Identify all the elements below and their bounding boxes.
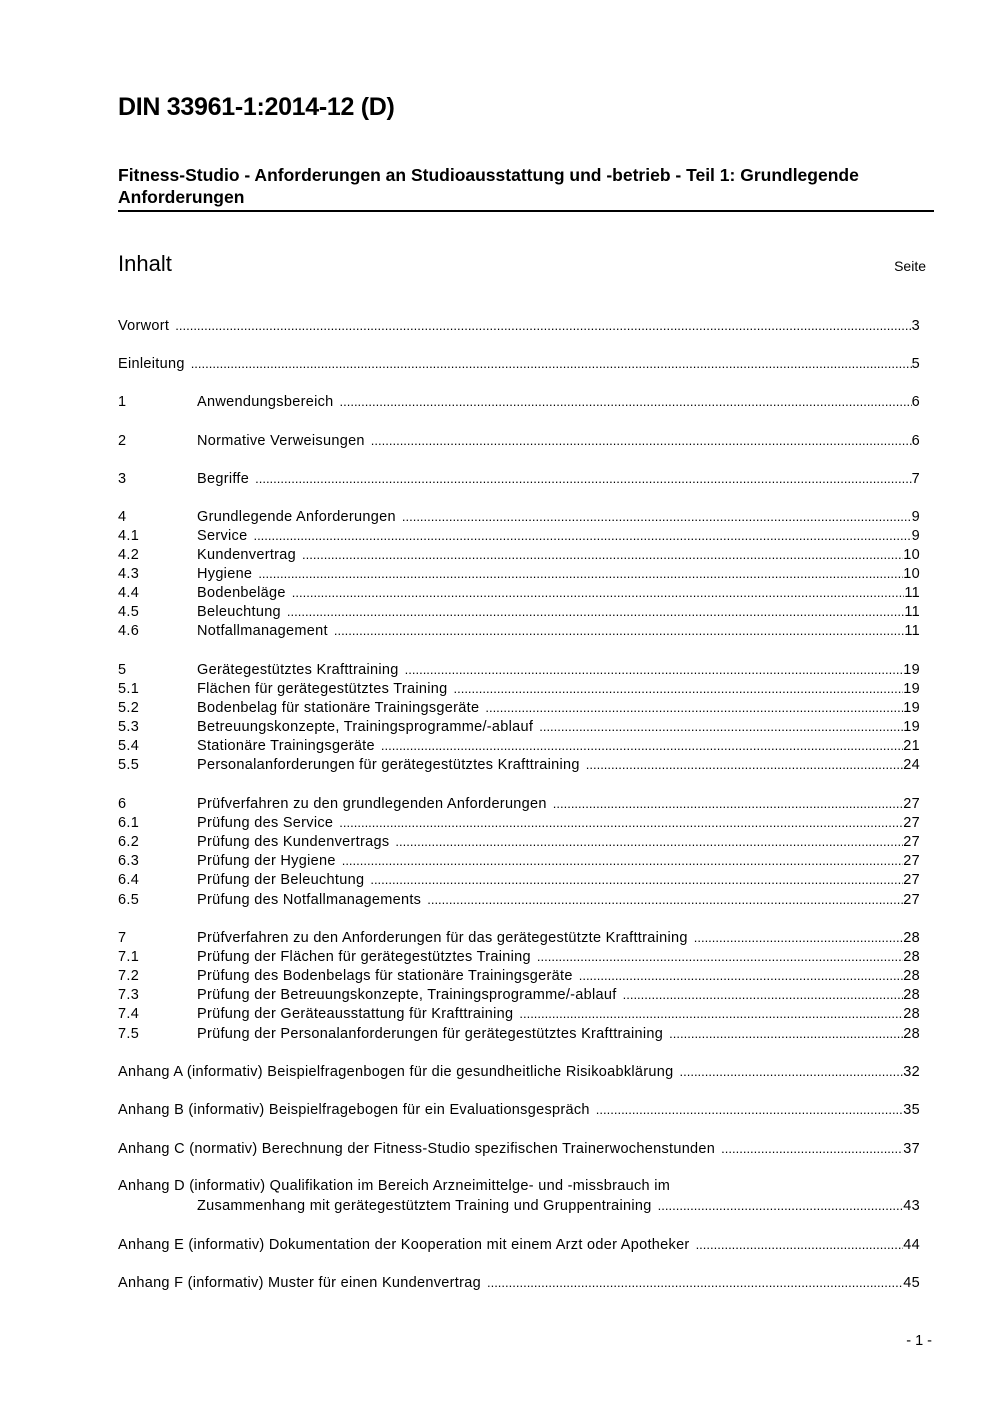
toc-entry-page: 32 <box>903 1064 920 1080</box>
toc-entry-7-1[interactable] <box>118 947 920 966</box>
toc-entry-number: 7.2 <box>118 968 140 984</box>
toc-entry-number: 5.1 <box>118 681 140 697</box>
toc-entry-number: 2 <box>118 433 127 449</box>
toc-entry-7-2[interactable] <box>118 966 920 985</box>
toc-entry-number: 5.2 <box>118 700 140 716</box>
toc-entry-title: Zusammenhang mit gerätegestütztem Training und Gruppentraining <box>197 1198 652 1214</box>
toc-entry-5-3[interactable] <box>118 717 920 736</box>
toc-entry-page: 6 <box>911 394 920 410</box>
toc-entry-page: 24 <box>903 757 920 773</box>
toc-entry-number: 7.5 <box>118 1026 140 1042</box>
toc-entry-page: 27 <box>903 892 920 908</box>
toc-entry-4-5[interactable] <box>118 602 920 621</box>
toc-entry-4-1[interactable] <box>118 526 920 545</box>
toc-entry-title: Bodenbeläge <box>197 585 286 601</box>
toc-entry-number: 5.4 <box>118 738 140 754</box>
toc-entry-title: Anwendungsbereich <box>197 394 334 410</box>
toc-entry-page: 11 <box>904 623 920 639</box>
toc-entry-title: Prüfung der Beleuchtung <box>197 872 365 888</box>
toc-entry-title: Beleuchtung <box>197 604 281 620</box>
toc-entry-5[interactable] <box>118 660 920 679</box>
toc-entry-5-5[interactable] <box>118 755 920 774</box>
toc-entry-number: 4.3 <box>118 566 140 582</box>
toc-entry-6-3[interactable] <box>118 851 920 870</box>
toc-entry-number: 6.4 <box>118 872 140 888</box>
toc-entry-title: Prüfung des Service <box>197 815 334 831</box>
toc-entry-number: 4.6 <box>118 623 140 639</box>
toc-entry-page: 19 <box>903 681 920 697</box>
toc-entry-number: 4.5 <box>118 604 140 620</box>
toc-entry-page: 28 <box>903 949 920 965</box>
toc-entry-page: 27 <box>903 872 920 888</box>
toc-entry-title: Anhang C (normativ) Berechnung der Fitness-Studio spezifischen Trainerwochenstunden <box>118 1141 716 1157</box>
toc-entry-number: 1 <box>118 394 127 410</box>
toc-entry-number: 5.3 <box>118 719 140 735</box>
document-id: DIN 33961-1:2014-12 (D) <box>118 93 395 121</box>
toc-entry-title: Anhang B (informativ) Beispielfragebogen für ein Evaluationsgespräch <box>118 1102 590 1118</box>
toc-entry-title: Prüfung der Hygiene <box>197 853 336 869</box>
toc-entry-7-3[interactable] <box>118 985 920 1004</box>
toc-entry-page: 11 <box>904 604 920 620</box>
toc-entry-number: 7.1 <box>118 949 140 965</box>
toc-entry-3[interactable] <box>118 469 920 488</box>
toc-entry-title: Hygiene <box>197 566 253 582</box>
toc-entry-5-4[interactable] <box>118 736 920 755</box>
toc-entry-4-3[interactable] <box>118 564 920 583</box>
toc-entry-6-4[interactable] <box>118 870 920 889</box>
toc-entry-title: Begriffe <box>197 471 250 487</box>
toc-entry-5-2[interactable] <box>118 698 920 717</box>
toc-entry-page: 27 <box>903 853 920 869</box>
toc-entry-6-5[interactable] <box>118 890 920 909</box>
toc-entry-4[interactable] <box>118 507 920 526</box>
toc-entry-page: 37 <box>903 1141 920 1157</box>
toc-entry-title: Personalanforderungen für gerätegestütztes Krafttraining <box>197 757 580 773</box>
toc-entry-title: Gerätegestütztes Krafttraining <box>197 662 399 678</box>
toc-entry-page: 27 <box>903 834 920 850</box>
toc-entry-6-2[interactable] <box>118 832 920 851</box>
toc-entry-title: Prüfung des Kundenvertrags <box>197 834 390 850</box>
table-of-contents <box>118 0 920 1403</box>
toc-entry-title: Anhang A (informativ) Beispielfragenbogen für die gesundheitliche Risikoabklärung <box>118 1064 674 1080</box>
toc-entry-title: Prüfung der Personalanforderungen für gerätegestütztes Krafttraining <box>197 1026 664 1042</box>
toc-entry-page: 28 <box>903 1006 920 1022</box>
toc-entry-title: Kundenvertrag <box>197 547 297 563</box>
toc-entry-page: 44 <box>903 1237 920 1253</box>
toc-entry-page: 43 <box>903 1198 920 1214</box>
toc-entry-page: 5 <box>911 356 920 372</box>
toc-entry-number: 6.2 <box>118 834 140 850</box>
toc-entry-title: Normative Verweisungen <box>197 433 365 449</box>
toc-entry-title: Notfallmanagement <box>197 623 328 639</box>
toc-entry-7-5[interactable] <box>118 1024 920 1043</box>
document-title: Fitness-Studio - Anforderungen an Studioausstattung und -betrieb - Teil 1: Grundlegende Anforderungen <box>118 165 859 207</box>
toc-entry-anhang-a[interactable] <box>118 1062 920 1081</box>
toc-entry-number: 5.5 <box>118 757 140 773</box>
toc-entry-6-1[interactable] <box>118 813 920 832</box>
toc-entry-title: Vorwort <box>118 318 170 334</box>
toc-entry-title: Prüfverfahren zu den Anforderungen für das gerätegestützte Krafttraining <box>197 930 688 946</box>
toc-entry-anhang-f[interactable] <box>118 1273 920 1292</box>
toc-entry-page: 28 <box>903 968 920 984</box>
toc-entry-page: 27 <box>903 815 920 831</box>
toc-entry-4-4[interactable] <box>118 583 920 602</box>
toc-entry-1[interactable] <box>118 392 920 411</box>
toc-entry-title: Prüfung der Flächen für gerätegestütztes Training <box>197 949 531 965</box>
toc-entry-page: 28 <box>903 1026 920 1042</box>
toc-entry-title: Prüfung des Notfallmanagements <box>197 892 422 908</box>
toc-entry-2[interactable] <box>118 431 920 450</box>
toc-entry-title: Service <box>197 528 248 544</box>
toc-entry-number: 4 <box>118 509 127 525</box>
toc-entry-number: 7 <box>118 930 127 946</box>
toc-entry-title: Prüfung des Bodenbelags für stationäre Trainingsgeräte <box>197 968 573 984</box>
toc-entry-5-1[interactable] <box>118 679 920 698</box>
toc-entry-title: Anhang E (informativ) Dokumentation der Kooperation mit einem Arzt oder Apotheker <box>118 1237 690 1253</box>
toc-entry-einleitung[interactable] <box>118 354 920 373</box>
toc-entry-number: 4.2 <box>118 547 140 563</box>
toc-entry-title: Flächen für gerätegestütztes Training <box>197 681 448 697</box>
toc-entry-page: 35 <box>903 1102 920 1118</box>
toc-entry-page: 9 <box>911 509 920 525</box>
toc-entry-title: Prüfverfahren zu den grundlegenden Anforderungen <box>197 796 547 812</box>
toc-entry-7-4[interactable] <box>118 1004 920 1023</box>
toc-entry-7[interactable] <box>118 928 920 947</box>
toc-entry-anhang-c[interactable] <box>118 1139 920 1158</box>
toc-entry-number: 4.4 <box>118 585 140 601</box>
toc-entry-anhang-b[interactable] <box>118 1100 920 1119</box>
toc-entry-page: 7 <box>911 471 920 487</box>
toc-entry-number: 5 <box>118 662 127 678</box>
toc-entry-title: Betreuungskonzepte, Trainingsprogramme/-ablauf <box>197 719 534 735</box>
toc-entry-number: 7.3 <box>118 987 140 1003</box>
toc-entry-vorwort[interactable] <box>118 316 920 335</box>
toc-entry-title: Bodenbelag für stationäre Trainingsgeräte <box>197 700 480 716</box>
toc-entry-number: 7.4 <box>118 1006 140 1022</box>
toc-entry-number: 3 <box>118 471 127 487</box>
toc-entry-page: 11 <box>904 585 920 601</box>
toc-entry-page: 6 <box>911 433 920 449</box>
toc-page-column-heading: Seite <box>894 258 926 274</box>
toc-entry-6[interactable] <box>118 794 920 813</box>
toc-entry-title: Prüfung der Geräteausstattung für Krafttraining <box>197 1006 514 1022</box>
toc-entry-page: 10 <box>903 566 920 582</box>
toc-entry-page: 27 <box>903 796 920 812</box>
toc-entry-4-2[interactable] <box>118 545 920 564</box>
toc-entry-anhang-e[interactable] <box>118 1235 920 1254</box>
page-number: - 1 - <box>906 1333 932 1349</box>
toc-entry-page: 28 <box>903 930 920 946</box>
toc-entry-number: 4.1 <box>118 528 140 544</box>
toc-entry-number: 6.5 <box>118 892 140 908</box>
toc-entry-page: 45 <box>903 1275 920 1291</box>
toc-entry-number: 6.1 <box>118 815 140 831</box>
toc-entry-page: 10 <box>903 547 920 563</box>
toc-entry-page: 19 <box>903 719 920 735</box>
toc-entry-page: 19 <box>903 700 920 716</box>
toc-entry-number: 6 <box>118 796 127 812</box>
toc-entry-title: Prüfung der Betreuungskonzepte, Trainingsprogramme/-ablauf <box>197 987 617 1003</box>
toc-entry-title: Einleitung <box>118 356 185 372</box>
toc-entry-number: 6.3 <box>118 853 140 869</box>
toc-entry-page: 28 <box>903 987 920 1003</box>
toc-entry-title: Grundlegende Anforderungen <box>197 509 396 525</box>
toc-entry-anhang-d[interactable] <box>118 1196 920 1215</box>
toc-entry-4-6[interactable] <box>118 621 920 640</box>
toc-entry-page: 19 <box>903 662 920 678</box>
toc-entry-page: 9 <box>911 528 920 544</box>
toc-entry-title: Anhang F (informativ) Muster für einen Kundenvertrag <box>118 1275 481 1291</box>
toc-entry-page: 3 <box>911 318 920 334</box>
toc-entry-page: 21 <box>903 738 920 754</box>
toc-heading: Inhalt <box>118 251 172 276</box>
toc-entry-title: Stationäre Trainingsgeräte <box>197 738 375 754</box>
toc-entry-anhang-d-line1[interactable]: Anhang D (informativ) Qualifikation im Bereich Arzneimittelge- und -missbrauch im <box>118 1178 671 1194</box>
